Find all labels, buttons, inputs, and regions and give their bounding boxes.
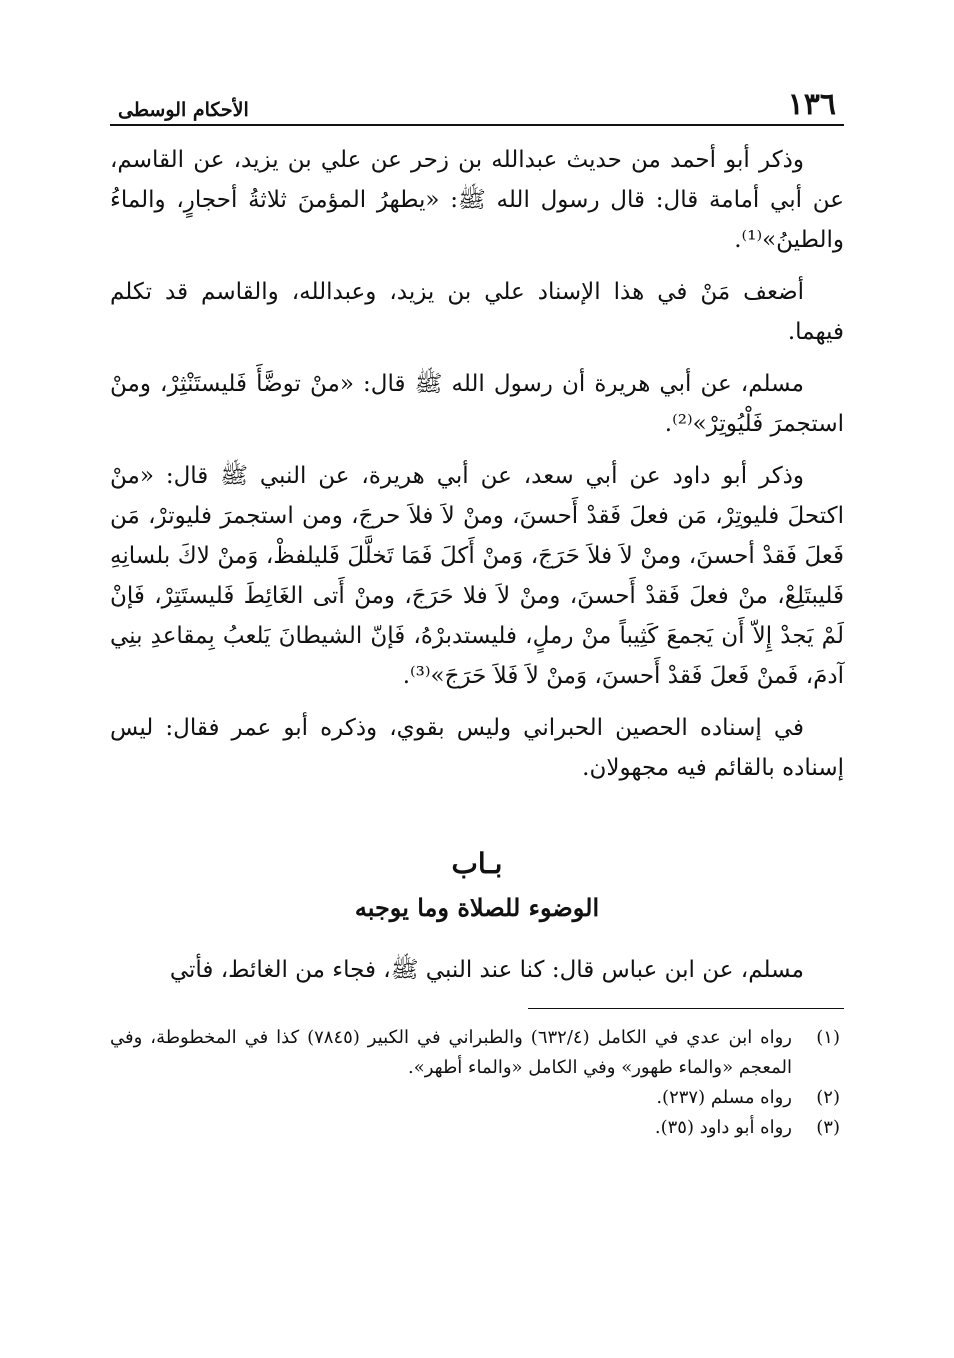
book-page [110,80,844,1143]
footnote-divider [528,1008,844,1009]
paragraph: في إسناده الحصين الحبراني وليس بقوي، وذكره أبو عمر فقال: ليس إسناده بالقائم فيه مجهولان. [110,715,844,781]
footnote [110,1113,844,1143]
book-title: الأحكام الوسطى [118,99,249,121]
paragraph: أضعف مَنْ في هذا الإسناد علي بن يزيد، وعبدالله، والقاسم قد تكلم فيهما. [110,279,844,345]
paragraph: مسلم، عن أبي هريرة أن رسول الله ﷺ قال: «منْ توضَّأَ فَليستَنْثِرْ، ومنْ استجمرَ فَلْيُوتِرْ»⁽²⁾. [110,371,844,437]
section-label: بـاب [451,847,503,880]
running-header [110,80,844,126]
paragraph: مسلم، عن ابن عباس قال: كنا عند النبي ﷺ، فجاء من الغائط، فأتي [169,957,804,983]
page-number: ١٣٦ [787,87,836,122]
paragraph: وذكر أبو أحمد من حديث عبدالله بن زحر عن علي بن يزيد، عن القاسم، عن أبي أمامة قال: قال رسول الله ﷺ: «يطهرُ المؤمنَ ثلاثةُ أحجارٍ، والماءُ والطينُ»⁽¹⁾. [110,147,844,253]
footnote-number: (٢) [816,1087,840,1108]
main-text [110,140,844,990]
footnote-text: رواه ابن عدي في الكامل (٦٣٢/٤) والطبراني في الكبير (٧٨٤٥) كذا في المخطوطة، وفي المعجم «والماء طهور» وفي الكامل «والماء أطهر». [110,1027,792,1078]
footnote [110,1083,844,1113]
paragraph: وذكر أبو داود عن أبي سعد، عن أبي هريرة، عن النبي ﷺ قال: «منْ اكتحلَ فليوتِرْ، مَن فعلَ فَقدْ أَحسنَ، ومنْ لاَ فلاَ حرجَ، ومن استجمرَ فليوترْ، مَن فَعلَ فَقدْ أحسنَ، ومنْ لاَ فلاَ حَرَجَ، وَمنْ أَكلَ فَمَا تَخلَّلَ فَليلفظْ، وَمنْ لاكَ بلسانِهِ فَليبتَلِعْ، منْ فعلَ فَقدْ أَحسنَ، ومنْ لاَ فلا حَرَجَ، ومنْ أَتى الغَائِطَ فَليستَتِرْ، فَإنْ لَمْ يَجدْ إِلاّ أَن يَجمعَ كَثِيباً منْ رملٍ، فليستدبرْهُ، فَإنّ الشيطانَ يَلعبُ بِمقاعدِ بنِي آدمَ، فَمنْ فَعلَ فَقدْ أَحسنَ، وَمنْ لاَ فَلاَ حَرَجَ»⁽³⁾. [110,463,844,689]
footnotes [110,1023,844,1143]
footnote-number: (١) [816,1027,840,1048]
section-title: الوضوء للصلاة وما يوجبه [354,893,600,922]
footnote-number: (٣) [816,1117,840,1138]
footnote [110,1023,844,1083]
section-heading [110,844,844,928]
footnote-text: رواه أبو داود (٣٥). [654,1117,792,1138]
footnote-text: رواه مسلم (٢٣٧). [656,1087,792,1108]
